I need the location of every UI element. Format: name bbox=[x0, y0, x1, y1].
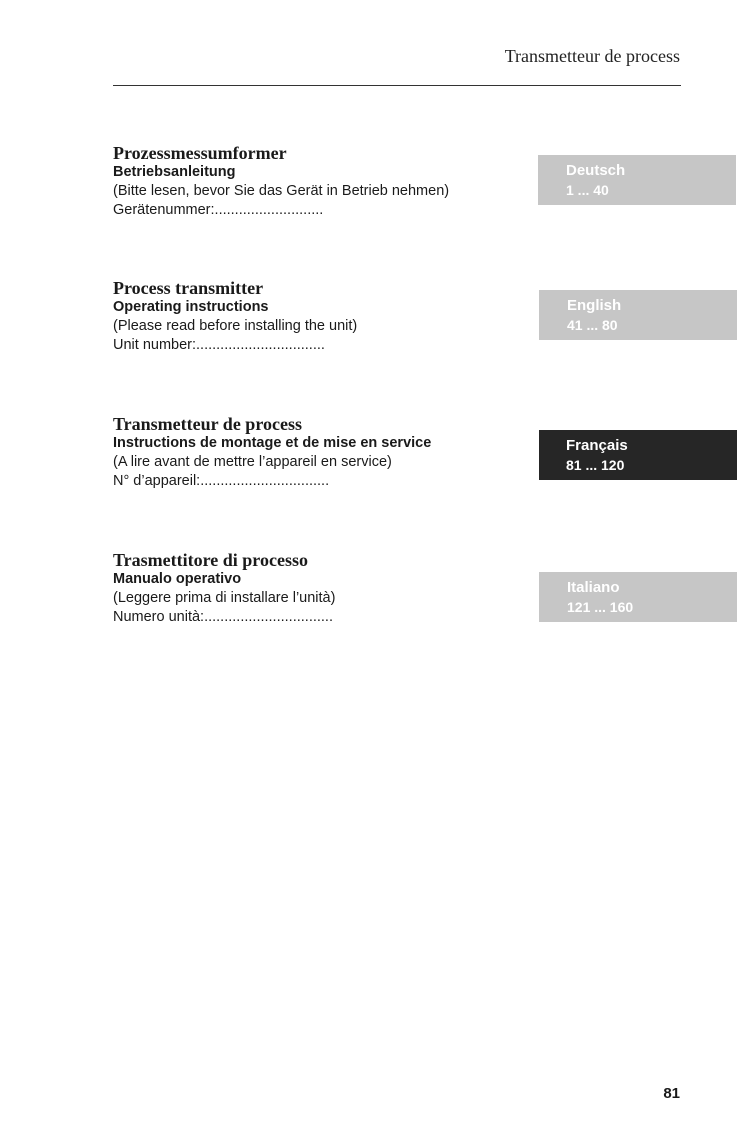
unit-number-label: Numero unità:................................ bbox=[113, 609, 333, 625]
section-subtitle: Operating instructions bbox=[113, 299, 269, 315]
language-tab-italiano[interactable] bbox=[539, 572, 737, 622]
header-rule bbox=[113, 85, 681, 86]
language-tab-name: Français bbox=[566, 437, 628, 454]
section-english bbox=[113, 278, 523, 355]
section-note: (A lire avant de mettre l’appareil en service) bbox=[113, 454, 392, 470]
language-tab-pages: 81 ... 120 bbox=[566, 457, 625, 473]
section-title: Transmetteur de process bbox=[113, 414, 302, 434]
section-note: (Please read before installing the unit) bbox=[113, 318, 358, 334]
unit-number-label: N° d’appareil:................................ bbox=[113, 473, 330, 489]
page-number: 81 bbox=[663, 1085, 680, 1102]
language-tab-name: Deutsch bbox=[566, 162, 626, 179]
section-title: Trasmettitore di processo bbox=[113, 550, 308, 570]
language-tab-pages: 41 ... 80 bbox=[567, 317, 618, 333]
section-subtitle: Betriebsanleitung bbox=[113, 164, 236, 180]
section-subtitle: Manualo operativo bbox=[113, 571, 242, 587]
running-header: Transmetteur de process bbox=[504, 46, 680, 66]
language-tab-name: Italiano bbox=[567, 579, 620, 596]
section-francais bbox=[113, 414, 523, 491]
language-tab-deutsch[interactable] bbox=[538, 155, 736, 205]
section-note: (Bitte lesen, bevor Sie das Gerät in Betrieb nehmen) bbox=[113, 183, 450, 199]
language-tab-francais[interactable] bbox=[539, 430, 737, 480]
unit-number-label: Gerätenummer:........................... bbox=[113, 202, 324, 218]
unit-number-label: Unit number:................................ bbox=[113, 337, 325, 353]
section-italiano bbox=[113, 550, 523, 627]
language-tab-pages: 121 ... 160 bbox=[567, 599, 634, 615]
section-deutsch bbox=[113, 143, 523, 220]
section-title: Process transmitter bbox=[113, 278, 264, 298]
language-tab-name: English bbox=[567, 297, 622, 314]
section-subtitle: Instructions de montage et de mise en service bbox=[113, 435, 432, 451]
section-note: (Leggere prima di installare l’unità) bbox=[113, 590, 336, 606]
language-tab-pages: 1 ... 40 bbox=[566, 182, 609, 198]
section-title: Prozessmessumformer bbox=[113, 143, 287, 163]
language-tab-english[interactable] bbox=[539, 290, 737, 340]
